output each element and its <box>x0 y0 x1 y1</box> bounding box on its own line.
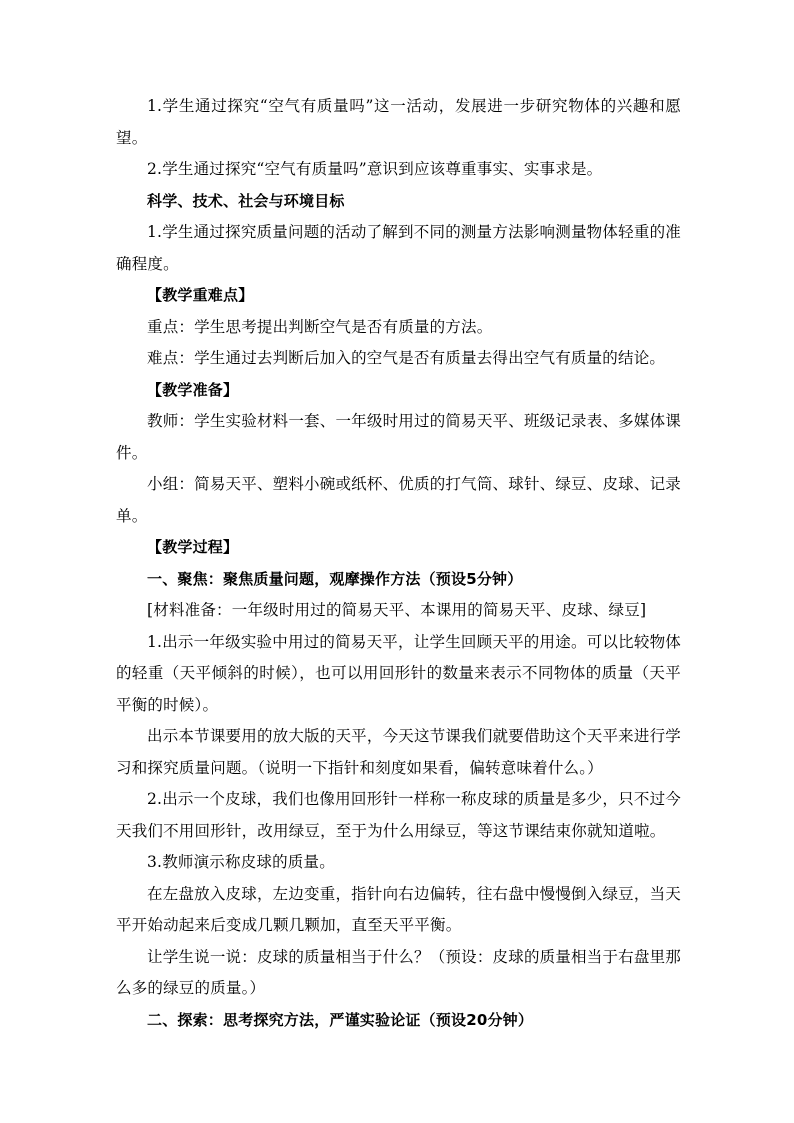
paragraph-step-2: 2.出示一个皮球，我们也像用回形针一样称一称皮球的质量是多少，只不过今天我们不用回形针，改用绿豆，至于为什么用绿豆，等这节课结束你就知道啦。 <box>116 790 681 840</box>
paragraph-materials-list: [材料准备：一年级时用过的简易天平、本课用的简易天平、皮球、绿豆] <box>147 601 647 619</box>
paragraph-teacher-materials: 教师：学生实验材料一套、一年级时用过的简易天平、班级记录表、多媒体课件。 <box>116 412 681 462</box>
heading-stse-goal: 科学、技术、社会与环境目标 <box>147 191 345 210</box>
paragraph-key-point: 重点：学生思考提出判断空气是否有质量的方法。 <box>147 317 493 336</box>
paragraph-step-1: 1.出示一年级实验中用过的简易天平，让学生回顾天平的用途。可以比较物体的轻重（天平倾斜的时候），也可以用回形针的数量来表示不同物体的质量（天平平衡的时候）。 <box>116 632 681 714</box>
heading-section-focus: 一、聚焦：聚焦质量问题，观摩操作方法（预设5分钟） <box>147 569 523 588</box>
paragraph-stse-goal-1: 1.学生通过探究质量问题的活动了解到不同的测量方法影响测量物体轻重的准确程度。 <box>116 223 681 273</box>
heading-teaching-preparation: 【教学准备】 <box>147 380 239 399</box>
heading-teaching-process: 【教学过程】 <box>147 538 239 556</box>
heading-key-difficult-points: 【教学重难点】 <box>147 286 254 304</box>
paragraph-goal-respect-facts: 2.学生通过探究“空气有质量吗”意识到应该尊重事实、实事求是。 <box>147 160 603 178</box>
paragraph-step-3: 3.教师演示称皮球的质量。 <box>147 853 335 871</box>
paragraph-demo-procedure: 在左盘放入皮球，左边变重，指针向右边偏转，往右盘中慢慢倒入绿豆，当天平开始动起来后变成几颗几颗加，直至天平平衡。 <box>116 884 681 934</box>
paragraph-group-materials: 小组：简易天平、塑料小碗或纸杯、优质的打气筒、球针、绿豆、皮球、记录单。 <box>116 475 681 525</box>
paragraph-student-discussion: 让学生说一说：皮球的质量相当于什么？（预设：皮球的质量相当于右盘里那么多的绿豆的质量。） <box>116 947 681 997</box>
paragraph-show-enlarged-balance: 出示本节课要用的放大版的天平，今天这节课我们就要借助这个天平来进行学习和探究质量问题。（说明一下指针和刻度如果看，偏转意味着什么。） <box>116 727 681 777</box>
document-body <box>116 91 681 1036</box>
heading-section-explore: 二、探索：思考探究方法，严谨实验论证（预设20分钟） <box>147 1010 534 1029</box>
paragraph-difficult-point: 难点：学生通过去判断后加入的空气是否有质量去得出空气有质量的结论。 <box>147 349 666 367</box>
paragraph-goal-interest: 1.学生通过探究“空气有质量吗”这一活动，发展进一步研究物体的兴趣和愿望。 <box>116 97 681 147</box>
